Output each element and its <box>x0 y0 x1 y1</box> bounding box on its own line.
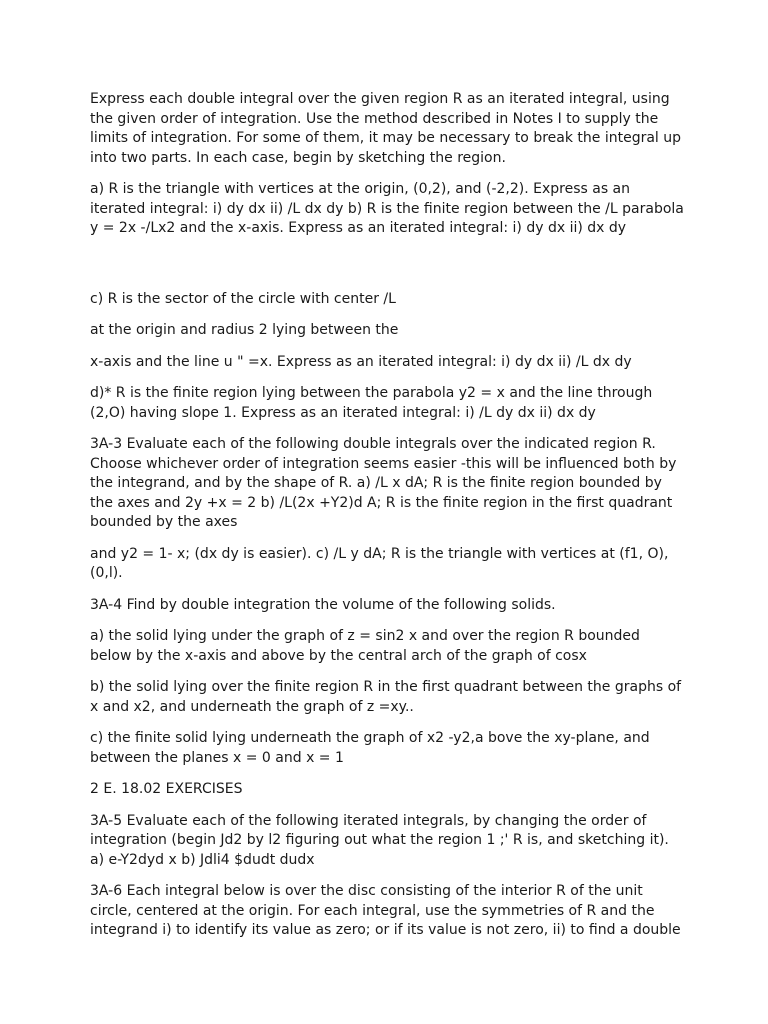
problem-c-line-2: at the origin and radius 2 lying between the <box>90 322 399 338</box>
problem-3a4-heading: 3A-4 Find by double integration the volume of the following solids. <box>90 596 556 613</box>
problem-c-line-1: c) R is the sector of the circle with center /L <box>90 290 396 307</box>
problem-d-paragraph: d)* R is the finite region lying between the parabola y2 = x and the line through (2,O) having slope 1. Express as an iterated integral: i) /L dy dx ii) dx dy <box>90 385 653 421</box>
problem-3a4-c: c) the finite solid lying underneath the graph of x2 -y2,a bove the xy-plane, and between the planes x = 0 and x = 1 <box>90 730 650 766</box>
problem-3a6-paragraph: 3A-6 Each integral below is over the disc consisting of the interior R of the unit circle, centered at the origin. For each integral, use the symmetries of R and the integrand i) to identify its value as zero; or if its value is not zero, ii) to find a double <box>90 883 681 938</box>
problem-c-line-3: x-axis and the line u " =x. Express as an iterated integral: i) dy dx ii) /L dx dy <box>90 353 632 370</box>
problem-3a3-continued: and y2 = 1- x; (dx dy is easier). c) /L y dA; R is the triangle with vertices at (f1, O), (0,l). <box>90 545 669 581</box>
problem-3a4-a: a) the solid lying under the graph of z = sin2 x and over the region R bounded below by the x-axis and above by the central arch of the graph of cosx <box>90 628 640 664</box>
problem-3a5-paragraph: 3A-5 Evaluate each of the following iterated integrals, by changing the order of integration (begin Jd2 by l2 figuring out what the region 1 ;' R is, and sketching it). a) e-Y2dyd x b) Jdli4 $dudt dudx <box>90 812 669 868</box>
problem-a-b-paragraph: a) R is the triangle with vertices at the origin, (0,2), and (-2,2). Express as an iterated integral: i) dy dx ii) /L dx dy b) R is the finite region between the /L parabola y = 2x -/Lx2 and the x-axis. Express as an iterated integral: i) dy dx ii) dx dy <box>90 181 684 236</box>
problem-3a4-b: b) the solid lying over the finite region R in the first quadrant between the graphs of x and x2, and underneath the graph of z =xy.. <box>90 679 682 715</box>
section-header: 2 E. 18.02 EXERCISES <box>90 781 243 797</box>
problem-3a3-paragraph: 3A-3 Evaluate each of the following double integrals over the indicated region R. Choose whichever order of integration seems easier -this will be influenced both by the integrand, and by the shape of R. a) /L x dA; R is the finite region bounded by the axes and 2y +x = 2 b) /L(2x +Y2)d A; R is the finite region in the first quadrant bounded by the axes <box>90 436 677 530</box>
instructions-paragraph: Express each double integral over the given region R as an iterated integral, using the given order of integration. Use the method described in Notes I to supply the limits of integration. For some of them, it may be necessary to break the integral up into two parts. In each case, begin by sketching the region. <box>90 91 682 166</box>
document-page <box>90 90 690 953</box>
